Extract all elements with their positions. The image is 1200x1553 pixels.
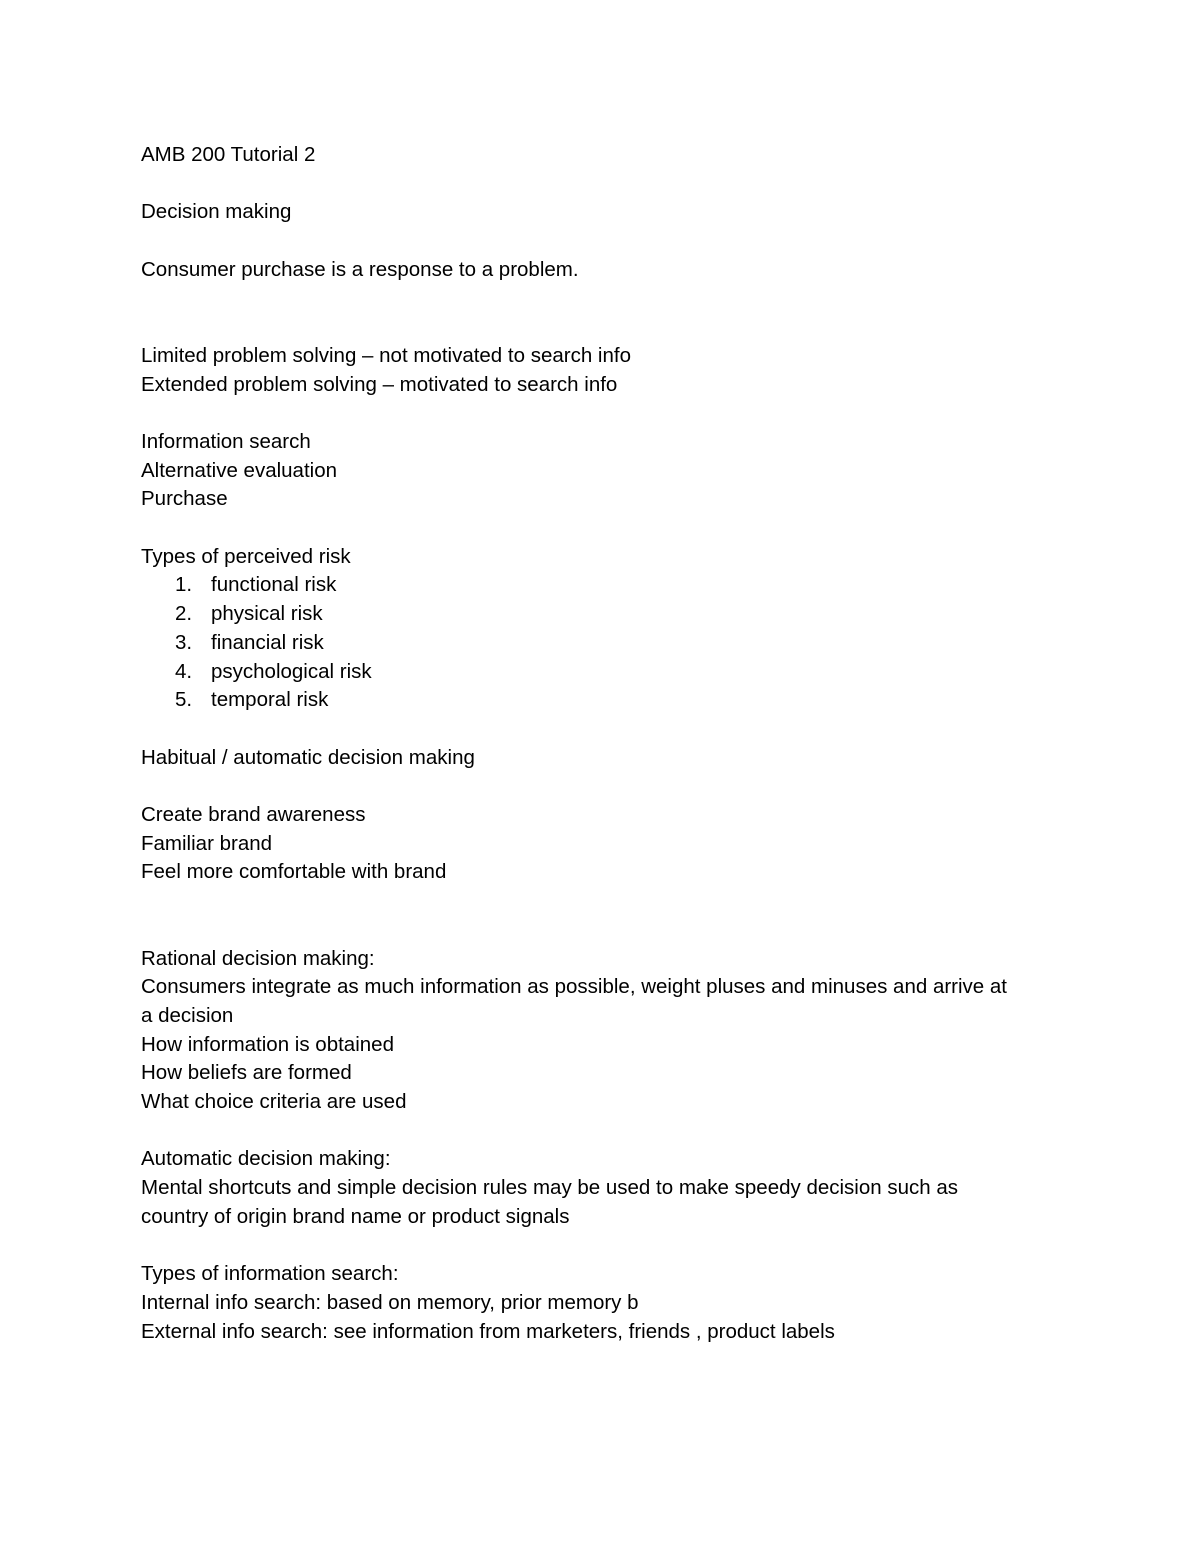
blank-lines	[141, 887, 1061, 944]
list-number: 5.	[175, 688, 193, 712]
list-item-text: psychological risk	[211, 659, 372, 683]
blank-line	[141, 1117, 1061, 1146]
rational-line: a decision	[141, 1003, 234, 1027]
list-number: 2.	[175, 602, 193, 626]
document-title: AMB 200 Tutorial 2	[141, 143, 316, 166]
list-item-text: physical risk	[211, 602, 323, 626]
automatic-line: country of origin brand name or product signals	[141, 1204, 570, 1228]
list-number: 3.	[175, 630, 193, 654]
blank-line	[141, 514, 1061, 543]
blank-lines	[141, 284, 1061, 341]
list-item	[141, 600, 1061, 629]
list-item	[141, 629, 1061, 658]
automatic-heading: Automatic decision making:	[141, 1147, 391, 1171]
section-heading: Decision making	[141, 200, 292, 224]
process-step: Alternative evaluation	[141, 458, 338, 482]
rational-line: How information is obtained	[141, 1032, 394, 1056]
blank-line	[141, 170, 1061, 199]
list-number: 1.	[175, 573, 193, 597]
list-item-text: temporal risk	[211, 688, 329, 712]
blank-line	[141, 399, 1061, 428]
search-line: External info search: see information from marketers, friends , product labels	[141, 1319, 835, 1343]
list-item-text: functional risk	[211, 573, 337, 597]
risk-list	[141, 571, 1061, 715]
blank-line	[141, 227, 1061, 256]
search-line: Internal info search: based on memory, prior memory b	[141, 1290, 639, 1314]
brand-line: Create brand awareness	[141, 803, 366, 827]
problem-solving-line: Limited problem solving – not motivated to search info	[141, 343, 631, 367]
rational-heading: Rational decision making:	[141, 946, 375, 970]
list-item	[141, 658, 1061, 687]
process-step: Purchase	[141, 487, 228, 511]
brand-line: Feel more comfortable with brand	[141, 860, 447, 884]
rational-line: What choice criteria are used	[141, 1090, 407, 1114]
search-heading: Types of information search:	[141, 1262, 399, 1286]
list-item	[141, 571, 1061, 600]
automatic-line: Mental shortcuts and simple decision rules may be used to make speedy decision such as	[141, 1176, 959, 1200]
brand-line: Familiar brand	[141, 831, 273, 855]
list-item	[141, 686, 1061, 715]
blank-line	[141, 715, 1061, 744]
blank-line	[141, 772, 1061, 801]
problem-solving-line: Extended problem solving – motivated to search info	[141, 372, 618, 396]
list-number: 4.	[175, 659, 193, 683]
rational-line: Consumers integrate as much information as possible, weight pluses and minuses and arrive at	[141, 975, 1007, 999]
document-body	[141, 141, 1061, 1346]
habitual-heading: Habitual / automatic decision making	[141, 745, 475, 769]
blank-line	[141, 1232, 1061, 1261]
risk-heading: Types of perceived risk	[141, 544, 351, 568]
process-step: Information search	[141, 429, 311, 453]
list-item-text: financial risk	[211, 630, 324, 654]
intro-paragraph: Consumer purchase is a response to a problem.	[141, 257, 579, 281]
rational-line: How beliefs are formed	[141, 1061, 352, 1085]
